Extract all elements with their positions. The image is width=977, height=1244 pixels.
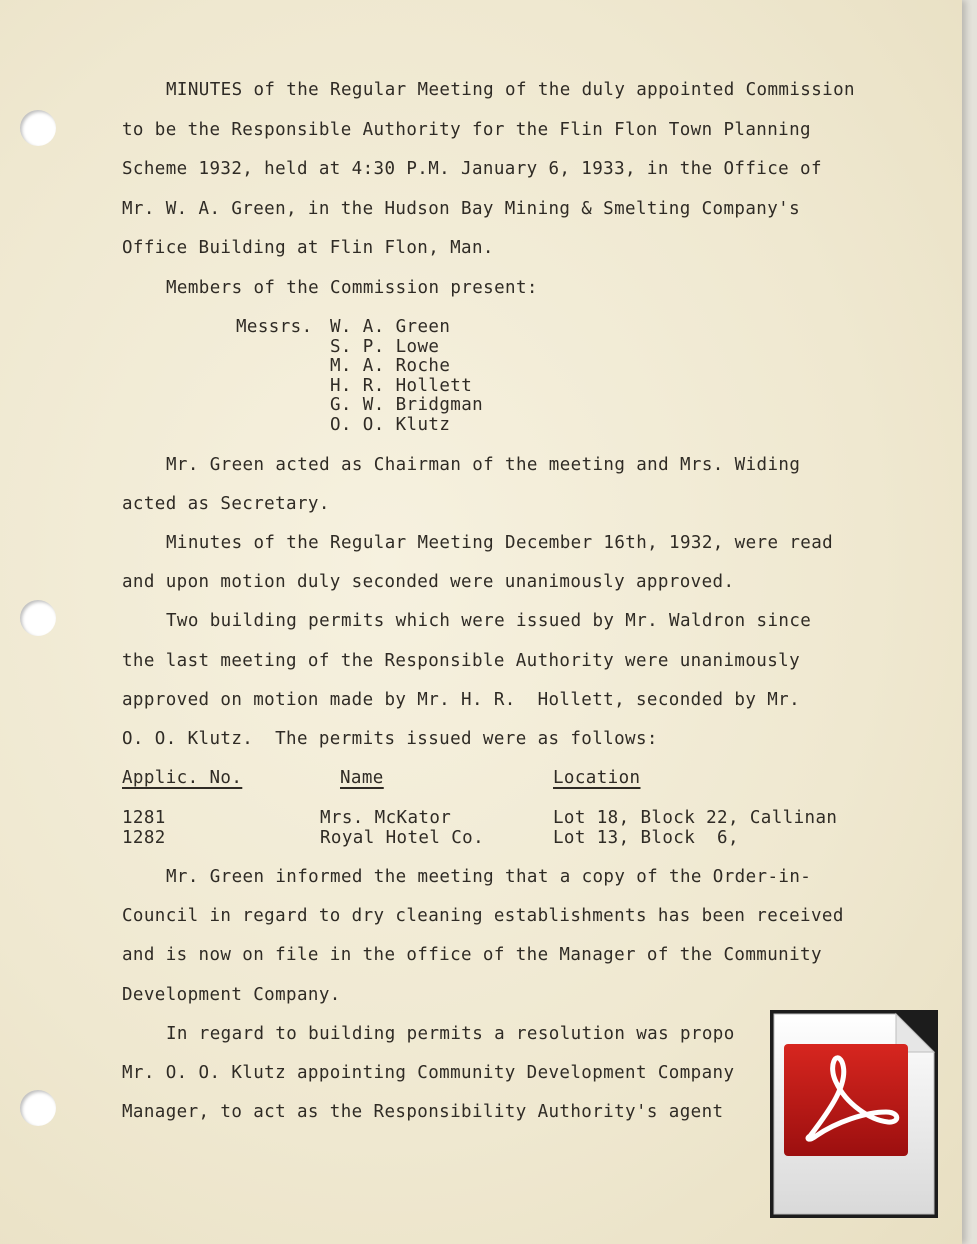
text-line: MINUTES of the Regular Meeting of the duly appointed Commission xyxy=(166,80,855,100)
text-line: Mr. O. O. Klutz appointing Community Development Company xyxy=(122,1063,735,1083)
permit-cell: Lot 18, Block 22, Callinan xyxy=(553,808,838,828)
text-line: Scheme 1932, held at 4:30 P.M. January 6, 1933, in the Office of xyxy=(122,159,822,179)
text-line: acted as Secretary. xyxy=(122,494,330,514)
member-name: M. A. Roche xyxy=(330,356,451,376)
members-intro: Members of the Commission present: xyxy=(166,278,538,298)
permit-cell: Mrs. McKator xyxy=(320,808,452,828)
text-line: and upon motion duly seconded were unanimously approved. xyxy=(122,572,735,592)
permits-header-location: Location xyxy=(553,768,641,788)
member-name: G. W. Bridgman xyxy=(330,395,484,415)
text-line: In regard to building permits a resolution was propo xyxy=(166,1024,735,1044)
text-line: and is now on file in the office of the Manager of the Community xyxy=(122,945,822,965)
text-line: Two building permits which were issued by Mr. Waldron since xyxy=(166,611,812,631)
member-name: O. O. Klutz xyxy=(330,415,451,435)
pdf-file-icon[interactable] xyxy=(770,1010,938,1218)
member-name: H. R. Hollett xyxy=(330,376,473,396)
permit-cell: 1281 xyxy=(122,808,166,828)
member-name: S. P. Lowe xyxy=(330,337,440,357)
member-name: W. A. Green xyxy=(330,317,451,337)
text-line: Mr. Green informed the meeting that a copy of the Order-in- xyxy=(166,867,812,887)
permits-header-name: Name xyxy=(340,768,384,788)
text-line: O. O. Klutz. The permits issued were as follows: xyxy=(122,729,658,749)
text-line: Office Building at Flin Flon, Man. xyxy=(122,238,494,258)
text-line: to be the Responsible Authority for the Flin Flon Town Planning xyxy=(122,120,811,140)
permits-header-applic: Applic. No. xyxy=(122,768,243,788)
text-line: Manager, to act as the Responsibility Authority's agent xyxy=(122,1102,724,1122)
permit-cell: Royal Hotel Co. xyxy=(320,828,485,848)
text-line: Council in regard to dry cleaning establishments has been received xyxy=(122,906,844,926)
permit-cell: Lot 13, Block 6, xyxy=(553,828,739,848)
text-line: the last meeting of the Responsible Authority were unanimously xyxy=(122,651,801,671)
messrs-label: Messrs. xyxy=(236,317,313,337)
text-line: Mr. Green acted as Chairman of the meeting and Mrs. Widing xyxy=(166,455,801,475)
text-line: Mr. W. A. Green, in the Hudson Bay Mining & Smelting Company's xyxy=(122,199,801,219)
permit-cell: 1282 xyxy=(122,828,166,848)
adobe-pdf-icon xyxy=(770,1010,938,1218)
text-line: approved on motion made by Mr. H. R. Hollett, seconded by Mr. xyxy=(122,690,801,710)
text-line: Minutes of the Regular Meeting December 16th, 1932, were read xyxy=(166,533,834,553)
text-line: Development Company. xyxy=(122,985,341,1005)
